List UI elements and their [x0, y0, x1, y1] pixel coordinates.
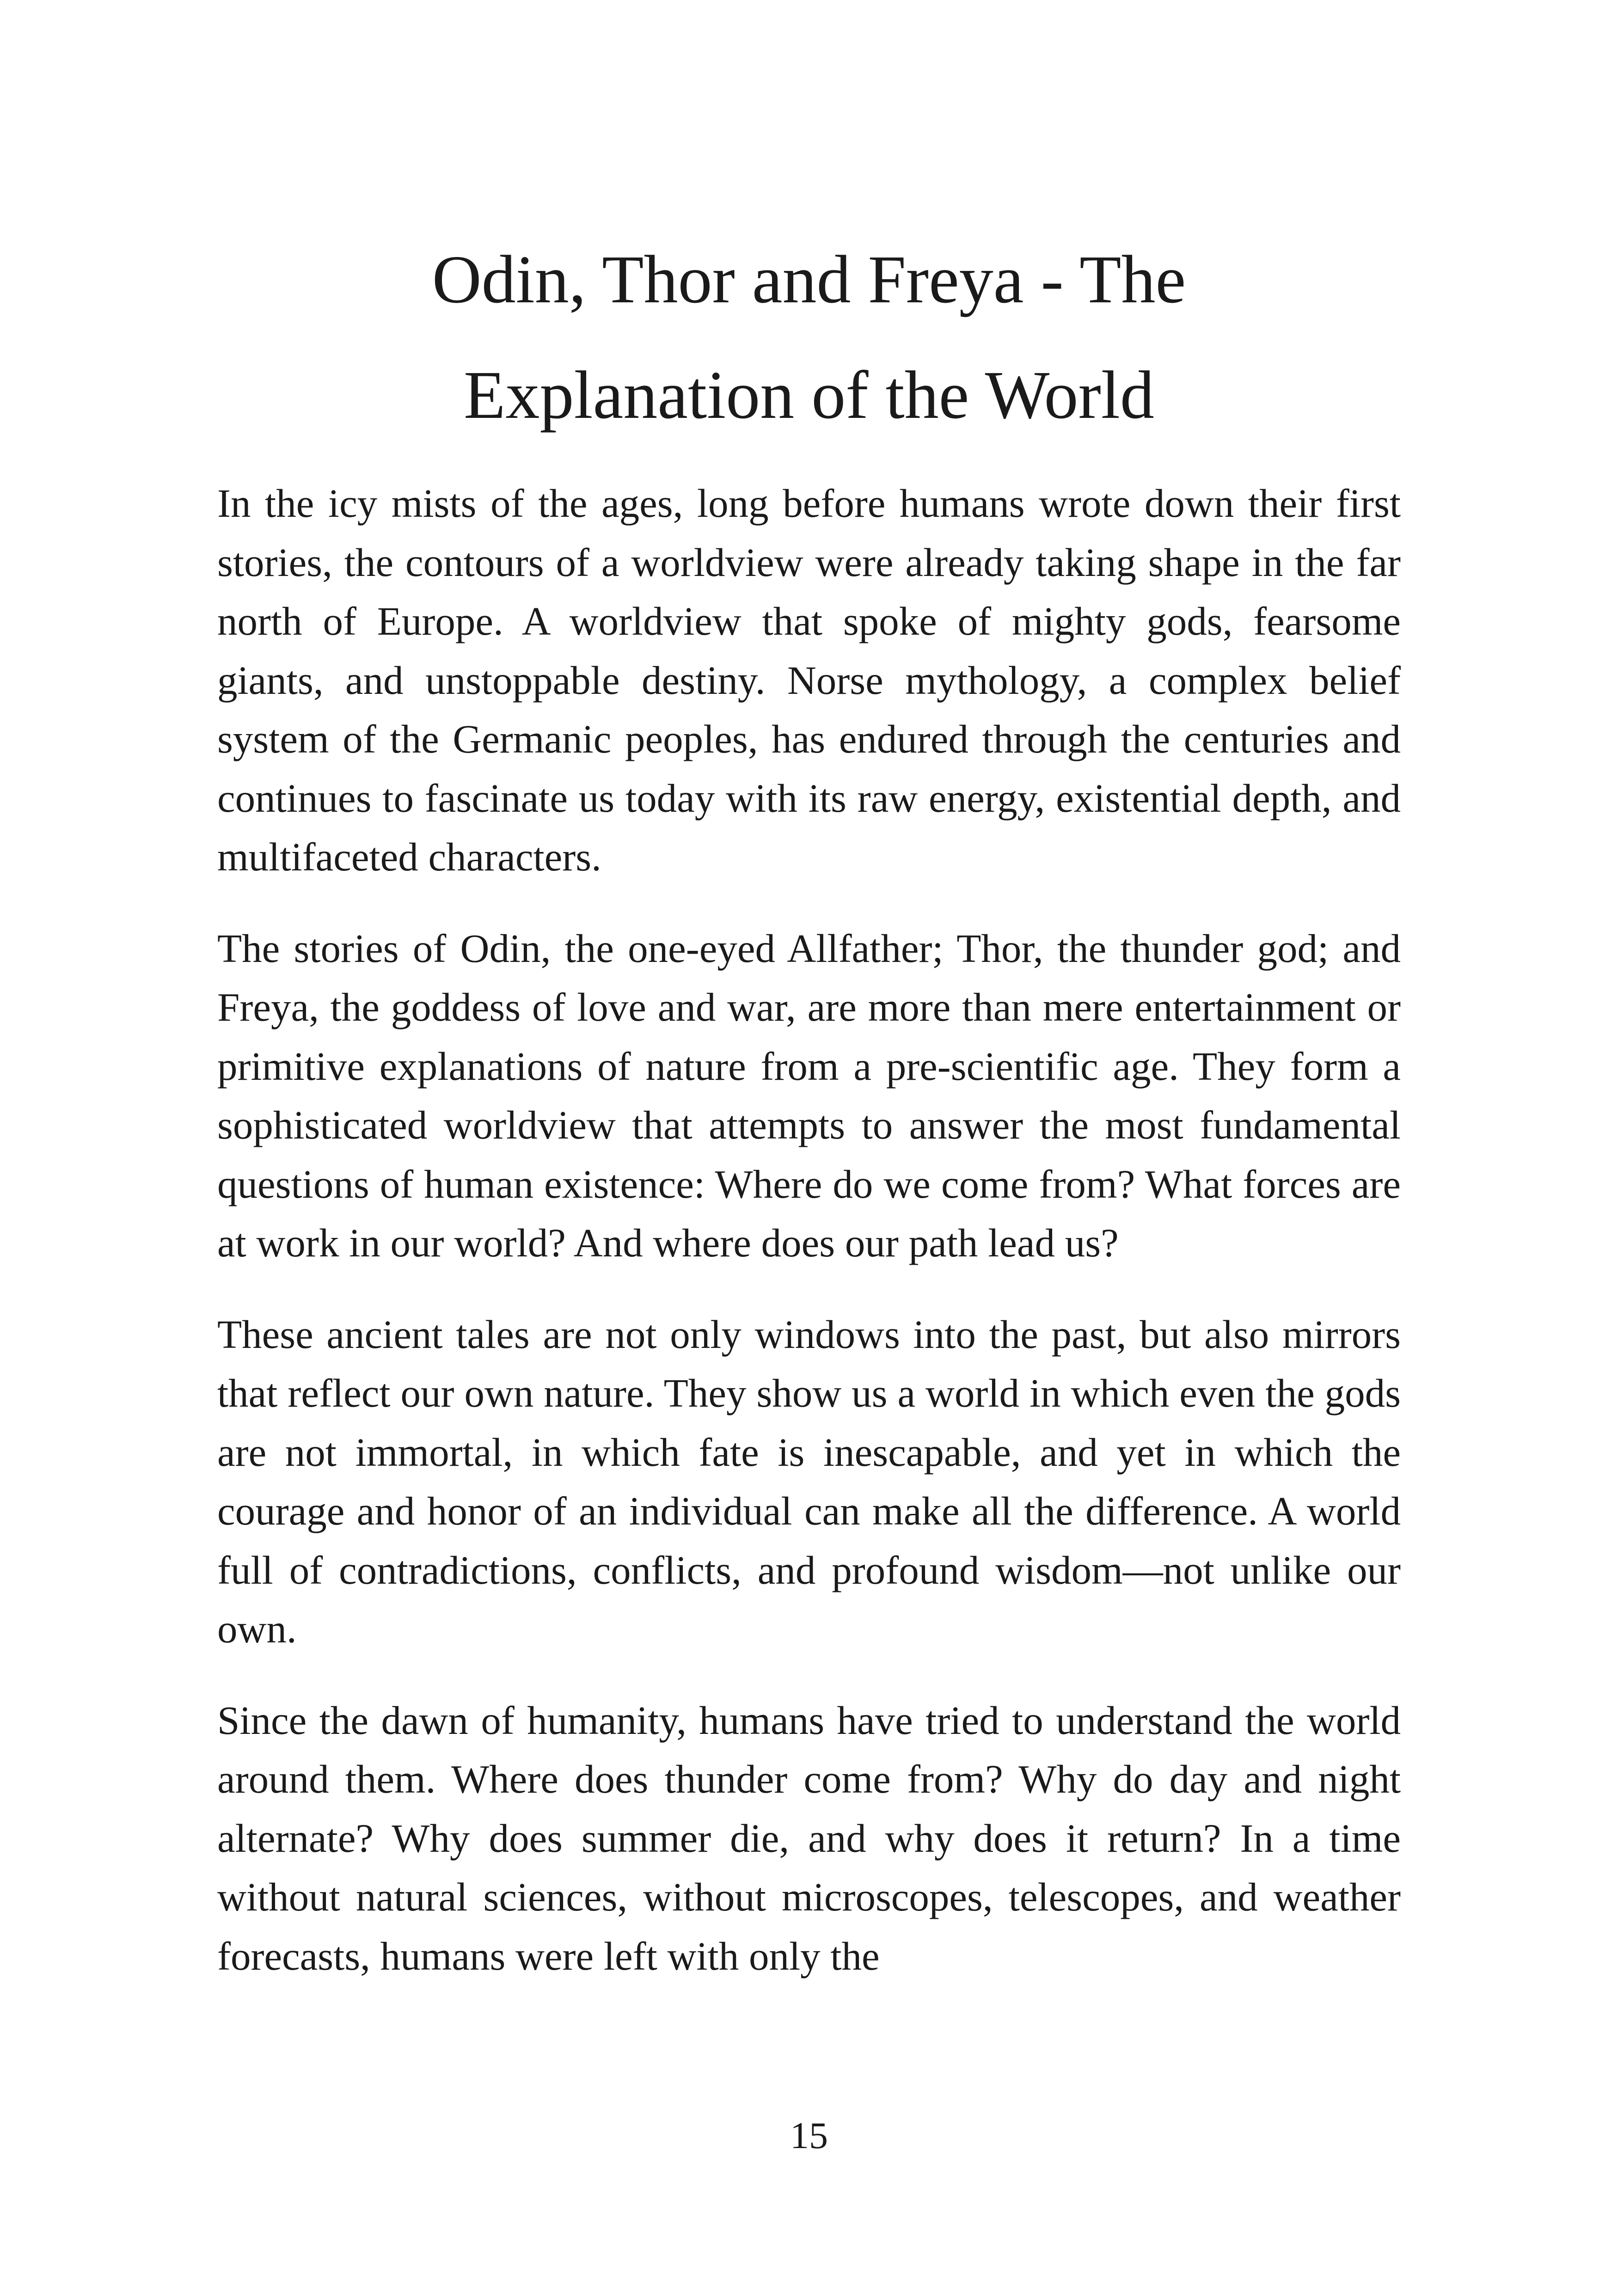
paragraph-2: The stories of Odin, the one-eyed Allfather; Thor, the thunder god; and Freya, the goddess of love and war, are more than mere entertainment or primitive explanations of nature from a pre-scientific age. They form a sophisticated worldview that attempts to answer the most fundamental questions of human existence: Where do we come from? What forces are at work in our world? And where does our path lead us?: [217, 925, 1401, 1265]
paragraph-1: In the icy mists of the ages, long before humans wrote down their first stories, the contours of a worldview were already taking shape in the far north of Europe. A worldview that spoke of mighty gods, fearsome giants, and unstoppable destiny. Norse mythology, a complex belief system of the Germanic peoples, has endured through the centuries and continues to fascinate us today with its raw energy, existential depth, and multifaceted characters.: [217, 481, 1401, 879]
chapter-title-line-1: Odin, Thor and Freya - The: [432, 242, 1186, 318]
chapter-title-line-2: Explanation of the World: [464, 357, 1154, 433]
paragraph-3: These ancient tales are not only windows into the past, but also mirrors that reflect our own nature. They show us a world in which even the gods are not immortal, in which fate is inescapable, and yet in which the courage and honor of an individual can make all the difference. A world full of contradictions, conflicts, and profound wisdom—not unlike our own.: [217, 1311, 1401, 1651]
body-text: [217, 474, 1401, 2018]
page-number: 15: [790, 2114, 828, 2156]
paragraph-4: Since the dawn of humanity, humans have tried to understand the world around them. Where does thunder come from? Why do day and night alternate? Why does summer die, and why does it return? In a time without natural sciences, without microscopes, telescopes, and weather forecasts, humans were left with only the: [217, 1697, 1401, 1978]
chapter-title: [217, 222, 1401, 453]
